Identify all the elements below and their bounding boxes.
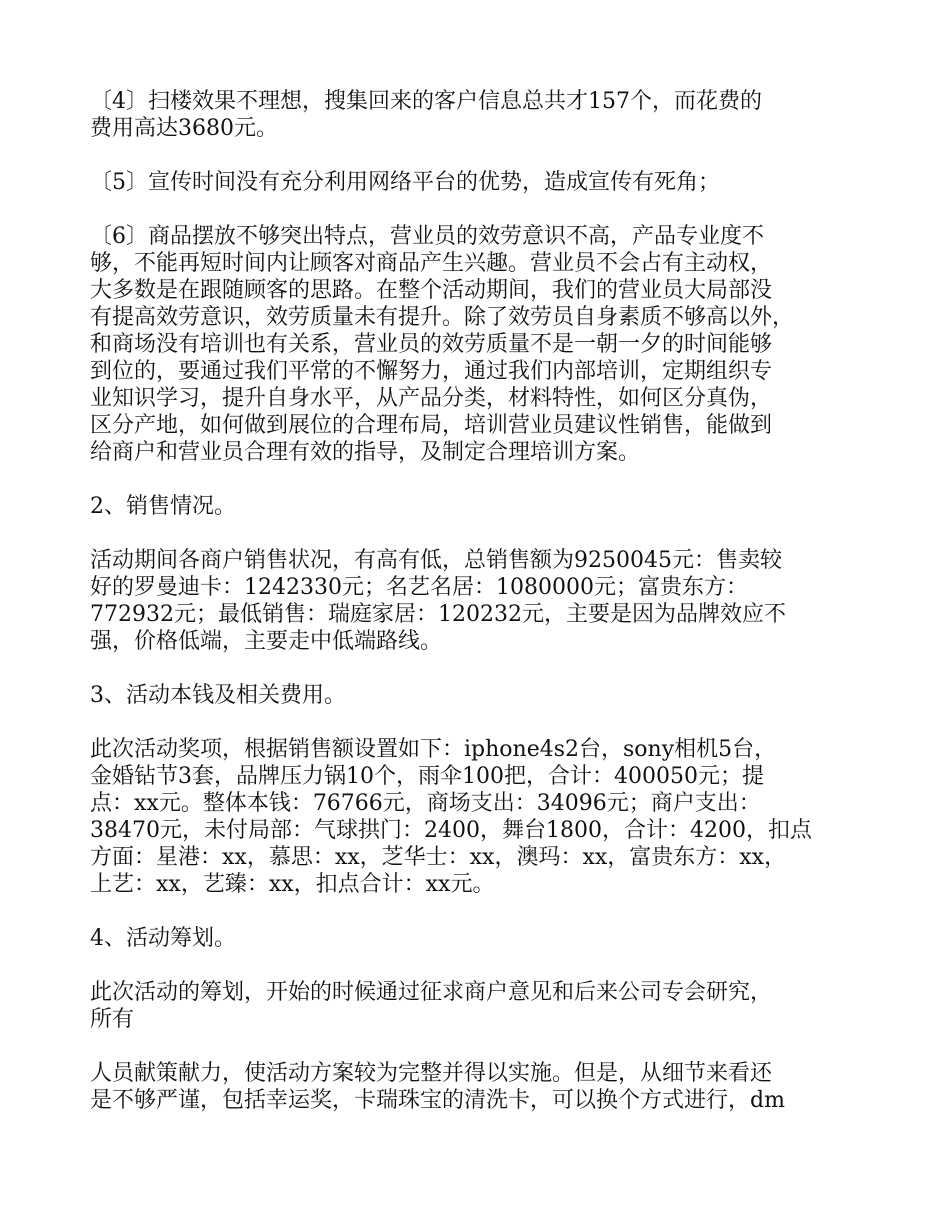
paragraph-planning-2: 人员献策献力，使活动方案较为完整并得以实施。但是，从细节来看还 是不够严谨，包括幸运奖，卡瑞珠宝的清洗卡，可以换个方式进行，dm bbox=[90, 1061, 785, 1113]
document-page bbox=[90, 88, 880, 1141]
paragraph-item-4: 〔4〕扫楼效果不理想，搜集回来的客户信息总共才157个，而花费的 费用高达3680元。 bbox=[90, 89, 762, 141]
section-heading-costs: 3、活动本钱及相关费用。 bbox=[90, 683, 346, 708]
paragraph-item-5: 〔5〕宣传时间没有充分利用网络平台的优势，造成宣传有死角； bbox=[90, 170, 720, 195]
paragraph-sales: 活动期间各商户销售状况，有高有低，总销售额为9250045元：售卖较 好的罗曼迪卡：1242330元；名艺名居：1080000元；富贵东方： 772932元；最低销售：瑞庭家居：120232元，主要是因为品牌效应不 强，价格低端，主要走中低端路线。 bbox=[90, 548, 786, 654]
paragraph-planning-1: 此次活动的筹划，开始的时候通过征求商户意见和后来公司专会研究， 所有 bbox=[90, 980, 773, 1032]
section-heading-sales: 2、销售情况。 bbox=[90, 494, 236, 519]
paragraph-item-6: 〔6〕商品摆放不够突出特点，营业员的效劳意识不高，产品专业度不 够，不能再短时间内让顾客对商品产生兴趣。营业员不会占有主动权， 大多数是在跟随顾客的思路。在整个活动期间，我们的营业员大局部没 有提高效劳意识，效劳质量未有提升。除了效劳员自身素质不够高以外， 和商场没有培训也有关系，营业员的效劳质量不是一朝一夕的时间能够 到位的，要通过我们平常的不懈努力，通过我们内部培训，定期组织专 业知识学习，提升自身水平，从产品分类，材料特性，如何区分真伪， 区分产地，如何做到展位的合理布局，培训营业员建议性销售，能做到 给商户和营业员合理有效的指导，及制定合理培训方案。 bbox=[90, 224, 795, 465]
paragraph-costs: 此次活动奖项，根据销售额设置如下：iphone4s2台，sony相机5台， 金婚钻节3套，品牌压力锅10个，雨伞100把，合计：400050元；提 点：xx元。整体本钱：76766元，商场支出：34096元；商户支出： 38470元，未付局部：气球拱门：2400，舞台1800，合计：4200，扣点 方面：星港：xx，慕思：xx，芝华士：xx，澳玛：xx，富贵东方：xx， 上艺：xx，艺臻：xx，扣点合计：xx元。 bbox=[90, 737, 812, 897]
section-heading-planning: 4、活动筹划。 bbox=[90, 926, 236, 951]
